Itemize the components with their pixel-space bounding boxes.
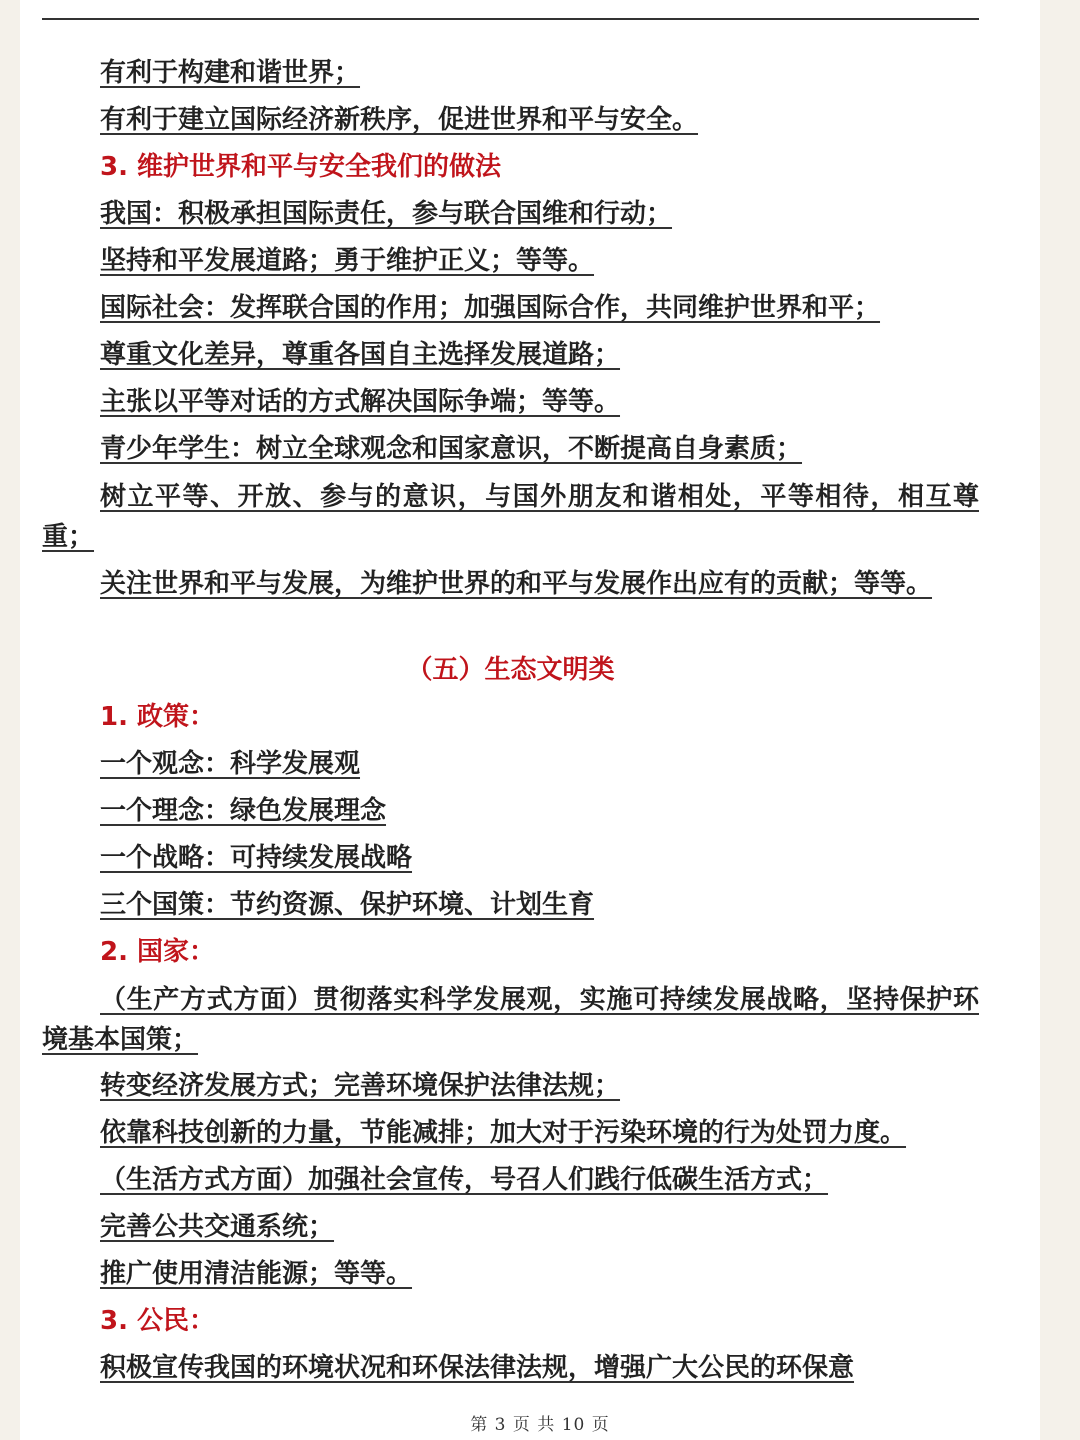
text-line: 依靠科技创新的力量，节能减排；加大对于污染环境的行为处罚力度。 [100, 1118, 907, 1148]
top-divider [42, 18, 979, 20]
text-line: 积极宣传我国的环境状况和环保法律法规，增强广大公民的环保意 [100, 1353, 855, 1383]
text-line: 坚持和平发展道路；勇于维护正义；等等。 [100, 246, 595, 276]
document-body [42, 50, 979, 1392]
text-line: （生活方式方面）加强社会宣传，号召人们践行低碳生活方式； [100, 1165, 829, 1195]
heading-nation: 2. 国家： [100, 937, 216, 967]
page-number: 第 3 页 共 10 页 [470, 1415, 610, 1435]
text-line: 一个观念：科学发展观 [100, 749, 361, 779]
paragraph-wrap [42, 560, 979, 647]
paragraph-wrap [42, 976, 979, 1063]
text-line: 三个国策：节约资源、保护环境、计划生育 [100, 890, 595, 920]
text-line: 一个理念：绿色发展理念 [100, 796, 387, 826]
text-line: 有利于建立国际经济新秩序，促进世界和平与安全。 [100, 105, 699, 135]
text-line: 有利于构建和谐世界； [100, 58, 361, 88]
text-line: 我国：积极承担国际责任，参与联合国维和行动； [100, 199, 673, 229]
text-line: 国际社会：发挥联合国的作用；加强国际合作，共同维护世界和平； [100, 293, 881, 323]
heading-policy: 1. 政策： [100, 702, 216, 732]
paragraph: （生产方式方面）贯彻落实科学发展观，实施可持续发展战略，坚持保护环境基本国策； [42, 985, 979, 1055]
paragraph: 树立平等、开放、参与的意识，与国外朋友和谐相处，平等相待，相互尊重； [42, 482, 979, 552]
text-line: 转变经济发展方式；完善环境保护法律法规； [100, 1071, 621, 1101]
paragraph-wrap [42, 473, 979, 560]
heading-peace-actions: 3. 维护世界和平与安全我们的做法 [100, 152, 502, 182]
section-title: （五）生态文明类 [406, 655, 615, 685]
paragraph: 关注世界和平与发展，为维护世界的和平与发展作出应有的贡献；等等。 [100, 569, 933, 599]
text-line: 完善公共交通系统； [100, 1212, 335, 1242]
text-line: 青少年学生：树立全球观念和国家意识，不断提高自身素质； [100, 434, 803, 464]
text-line: 尊重文化差异，尊重各国自主选择发展道路； [100, 340, 621, 370]
heading-citizen: 3. 公民： [100, 1306, 216, 1336]
text-line: 主张以平等对话的方式解决国际争端；等等。 [100, 387, 621, 417]
text-line: 一个战略：可持续发展战略 [100, 843, 413, 873]
text-line: 推广使用清洁能源；等等。 [100, 1259, 413, 1289]
